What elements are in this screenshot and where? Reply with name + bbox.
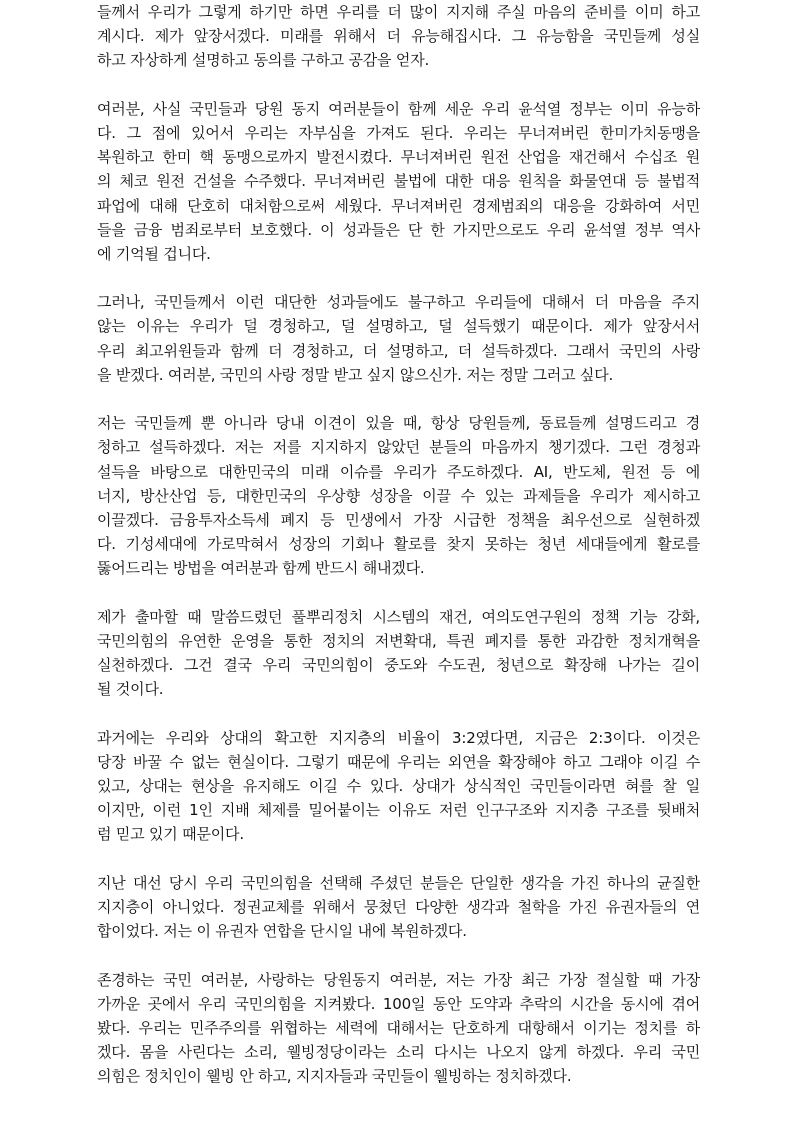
text-line: 될 것이다. bbox=[97, 680, 164, 699]
text-line: 들께서 우리가 그렇게 하기만 하면 우리를 더 많이 지지해 주실 마음의 준비를 이미 하고 bbox=[97, 3, 700, 21]
paragraph-8 bbox=[97, 968, 700, 1089]
paragraph-2 bbox=[97, 97, 700, 266]
paragraph-5 bbox=[97, 605, 700, 702]
text-line: 과거에는 우리와 상대의 확고한 지지층의 비율이 3:2였다면, 지금은 2:3이다. 이것은 bbox=[97, 728, 700, 747]
text-line: 봤다. 우리는 민주주의를 위협하는 세력에 대해서는 단호하게 대항해서 이기는 정치를 하 bbox=[97, 1018, 700, 1037]
text-line: 설득을 바탕으로 대한민국의 미래 이슈를 우리가 주도하겠다. AI, 반도체, 원전 등 에 bbox=[97, 462, 700, 481]
paragraph-6 bbox=[97, 726, 700, 847]
paragraph-gap bbox=[97, 266, 700, 290]
text-line: 하고 자상하게 설명하고 동의를 구하고 공감을 얻자. bbox=[97, 51, 430, 70]
paragraph-7 bbox=[97, 871, 700, 944]
text-line: 그러나, 국민들께서 이런 대단한 성과들에도 불구하고 우리들에 대해서 더 마음을 주지 bbox=[97, 293, 700, 312]
text-line: 지난 대선 당시 우리 국민의힘을 선택해 주셨던 분들은 단일한 생각을 가진 하나의 균질한 bbox=[97, 873, 700, 892]
paragraph-4 bbox=[97, 411, 700, 580]
text-line: 합이었다. 저는 이 유권자 연합을 단시일 내에 복원하겠다. bbox=[97, 922, 467, 941]
text-line: 다. 그 점에 있어서 우리는 자부심을 가져도 된다. 우리는 무너져버린 한미가치동맹을 bbox=[97, 123, 700, 142]
text-line: 을 받겠다. 여러분, 국민의 사랑 정말 받고 싶지 않으신가. 저는 정말 그러고 싶다. bbox=[97, 365, 614, 384]
paragraph-gap bbox=[97, 847, 700, 871]
text-line: 여러분, 사실 국민들과 당원 동지 여러분들이 함께 세운 우리 윤석열 정부는 이미 유능하 bbox=[97, 99, 700, 118]
text-line: 저는 국민들께 뿐 아니라 당내 이견이 있을 때, 항상 당원들께, 동료들께 설명드리고 경 bbox=[97, 414, 700, 433]
paragraph-gap bbox=[97, 387, 700, 411]
text-line: 겠다. 몸을 사린다는 소리, 웰빙정당이라는 소리 다시는 나오지 않게 하겠다. 우리 국민 bbox=[97, 1043, 700, 1062]
paragraph-gap bbox=[97, 701, 700, 725]
text-line: 존경하는 국민 여러분, 사랑하는 당원동지 여러분, 저는 가장 최근 가장 절실할 때 가장 bbox=[97, 970, 700, 989]
paragraph-gap bbox=[97, 581, 700, 605]
text-line: 의 체코 원전 건설을 수주했다. 무너져버린 불법에 대한 대응 원칙을 화물연대 등 불법적 bbox=[97, 172, 700, 191]
text-line: 우리 최고위원들과 함께 더 경청하고, 더 설명하고, 더 설득하겠다. 그래서 국민의 사랑 bbox=[97, 341, 700, 360]
text-line: 이끌겠다. 금융투자소득세 폐지 등 민생에서 가장 시급한 정책을 최우선으로 실현하겠 bbox=[97, 510, 700, 529]
text-line: 당장 바꿀 수 없는 현실이다. 그렇기 때문에 우리는 외연을 확장해야 하고 그래야 이길 수 bbox=[97, 752, 700, 771]
text-line: 이지만, 이런 1인 지배 체제를 밀어붙이는 이유도 저런 인구구조와 지지층 구조를 뒷배처 bbox=[97, 801, 700, 820]
text-line: 청하고 설득하겠다. 저는 저를 지지하지 않았던 분들의 마음까지 챙기겠다. 그런 경청과 bbox=[97, 438, 700, 457]
paragraph-1 bbox=[97, 0, 700, 73]
text-line: 않는 이유는 우리가 덜 경청하고, 덜 설명하고, 덜 설득했기 때문이다. 제가 앞장서서 bbox=[97, 317, 700, 336]
text-line: 복원하고 한미 핵 동맹으로까지 발전시켰다. 무너져버린 원전 산업을 재건해서 수십조 원 bbox=[97, 148, 700, 167]
text-line: 에 기억될 겁니다. bbox=[97, 244, 211, 263]
text-line: 의힘은 정치인이 웰빙 안 하고, 지지자들과 국민들이 웰빙하는 정치하겠다. bbox=[97, 1067, 572, 1086]
text-line: 가까운 곳에서 우리 국민의힘을 지켜봤다. 100일 동안 도약과 추락의 시간을 동시에 겪어 bbox=[97, 994, 700, 1013]
text-line: 실천하겠다. 그건 결국 우리 국민의힘이 중도와 수도권, 청년으로 확장해 나가는 길이 bbox=[97, 656, 700, 675]
text-line: 럼 믿고 있기 때문이다. bbox=[97, 825, 244, 844]
text-line: 지지층이 아니었다. 정권교체를 위해서 뭉쳤던 다양한 생각과 철학을 가진 유권자들의 연 bbox=[97, 897, 700, 916]
text-line: 제가 출마할 때 말씀드렸던 풀뿌리정치 시스템의 재건, 여의도연구원의 정책 기능 강화, bbox=[97, 607, 700, 626]
paragraph-3 bbox=[97, 290, 700, 387]
text-line: 뚫어드리는 방법을 여러분과 함께 반드시 해내겠다. bbox=[97, 559, 425, 578]
text-line: 계시다. 제가 앞장서겠다. 미래를 위해서 더 유능해집시다. 그 유능함을 국민들께 성실 bbox=[97, 27, 700, 46]
document-page bbox=[97, 0, 700, 1088]
text-line: 있고, 상대는 현상을 유지해도 이길 수 있다. 상대가 상식적인 국민들이라면 혀를 찰 일 bbox=[97, 777, 700, 795]
text-line: 다. 기성세대에 가로막혀서 성장의 기회나 활로를 찾지 못하는 청년 세대들에게 활로를 bbox=[97, 535, 700, 554]
text-line: 파업에 대해 단호히 대처함으로써 세웠다. 무너져버린 경제범죄의 대응을 강화하여 서민 bbox=[97, 196, 700, 215]
text-line: 너지, 방산산업 등, 대한민국의 우상향 성장을 이끌 수 있는 과제들을 우리가 제시하고 bbox=[97, 486, 700, 505]
text-line: 국민의힘의 유연한 운영을 통한 정치의 저변확대, 특권 폐지를 통한 과감한 정치개혁을 bbox=[97, 631, 700, 650]
text-line: 들을 금융 범죄로부터 보호했다. 이 성과들은 단 한 가지만으로도 우리 윤석열 정부 역사 bbox=[97, 220, 700, 239]
paragraph-gap bbox=[97, 943, 700, 967]
paragraph-gap bbox=[97, 73, 700, 97]
